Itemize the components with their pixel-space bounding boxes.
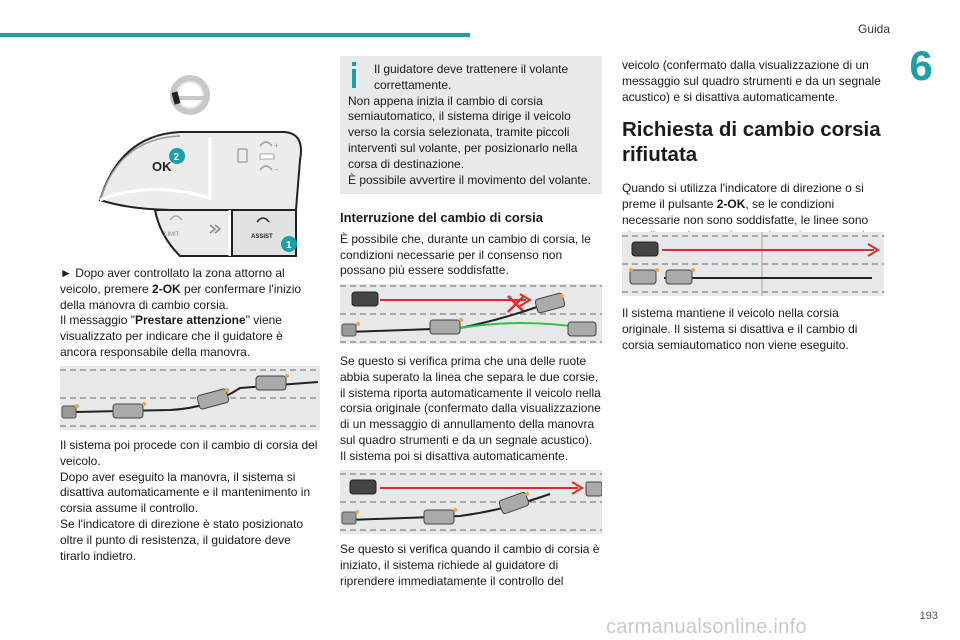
paragraph-interruption: È possibile che, durante un cambio di corsia, le condizioni necessarie per il consenso non possano più essere soddisfatte. <box>340 231 591 278</box>
badge-1: 1 <box>286 240 292 251</box>
watermark: carmanualsonline.info <box>606 616 807 638</box>
column-2-text-middle <box>340 354 602 473</box>
column-3-text-bottom <box>622 306 886 361</box>
info-icon <box>348 62 360 88</box>
steering-wheel-icon <box>172 78 207 112</box>
column-3-text <box>622 58 886 253</box>
paragraph-confirm: ► Dopo aver controllato la zona attorno al veicolo, premere 2-OK per confermare l'inizio della manovra di cambio corsia. Il messaggio "Prestare attenzione" viene visualizzato per indicare che il guidatore è ancora responsabile della manovra. <box>60 266 302 359</box>
column-2-section <box>340 210 602 287</box>
paragraph-continuation: veicolo (confermato dalla visualizzazione di un messaggio sul quadro strumenti e da un segnale acustico) e si disattiva automaticamente. <box>622 58 881 104</box>
info-text-1: Il guidatore deve trattenere il volante correttamente. <box>374 62 569 92</box>
info-text-2: Non appena inizia il cambio di corsia semiautomatico, il sistema dirige il veicolo verso la corsia selezionata, tramite piccoli interventi sul volante, per posizionarlo nella corsa di destinazione. <box>348 93 578 171</box>
column-1-text-bottom <box>60 438 322 572</box>
column-1-text-top <box>60 266 322 369</box>
chapter-title: Guida <box>858 22 891 36</box>
svg-text:−: − <box>274 165 279 174</box>
info-text-3: È possibile avvertire il movimento del volante. <box>348 172 591 187</box>
assist-label: ASSIST <box>251 234 273 240</box>
page-number: 193 <box>919 610 938 622</box>
heading-refused: Richiesta di cambio corsia rifiutata <box>622 118 881 167</box>
lane-change-diagram-2 <box>340 284 602 344</box>
limit-label: LIMIT <box>164 232 180 238</box>
header-accent-bar <box>0 33 470 37</box>
svg-text:+: + <box>274 141 279 150</box>
paragraph-refused: Quando si utilizza l'indicatore di direzione o si preme il pulsante 2-OK, se le condizioni necessarie non sono soddisfatte, le linee sono <box>622 181 869 227</box>
steering-controls-illustration <box>60 60 320 260</box>
paragraph-started: Se questo si verifica quando il cambio di corsia è iniziato, il sistema richiede al guidatore di riprendere immediatamente il controllo del <box>340 542 600 588</box>
lane-change-diagram-4 <box>622 232 884 296</box>
badge-2: 2 <box>173 152 180 163</box>
paragraph-maintains: Il sistema mantiene il veicolo nella corsia originale. Il sistema si disattiva e il cambio di corsia semiautomatico non viene eseguito. <box>622 306 858 352</box>
paragraph-proceeds: Il sistema poi procede con il cambio di corsia del veicolo. Dopo aver eseguito la manovra, il sistema si disattiva automaticamente e il mantenimento in corsia assume il controllo. Se l'indicatore di direzione è stato posizionato oltre il punto di resistenza, il guidatore deve tirarlo indietro. <box>60 438 318 563</box>
paragraph-before-line: Se questo si verifica prima che una delle ruote abbia superato la linea che separa le due corsie, il sistema riporta automaticamente il veicolo nella corsia originale (confermato dalla visualizzazione di un messaggio di annullamento della manovra sul quadro strumenti e da un segnale acustico). Il sistema poi si disattiva automaticamente. <box>340 354 601 463</box>
column-2-text-bottom <box>340 542 602 597</box>
chapter-number: 6 <box>897 40 945 92</box>
lane-change-diagram-1 <box>60 366 320 430</box>
lane-change-diagram-3 <box>340 470 602 534</box>
heading-interruption: Interruzione del cambio di corsia <box>340 210 543 225</box>
ok-button-label: OK <box>152 159 172 174</box>
info-box <box>340 56 602 194</box>
